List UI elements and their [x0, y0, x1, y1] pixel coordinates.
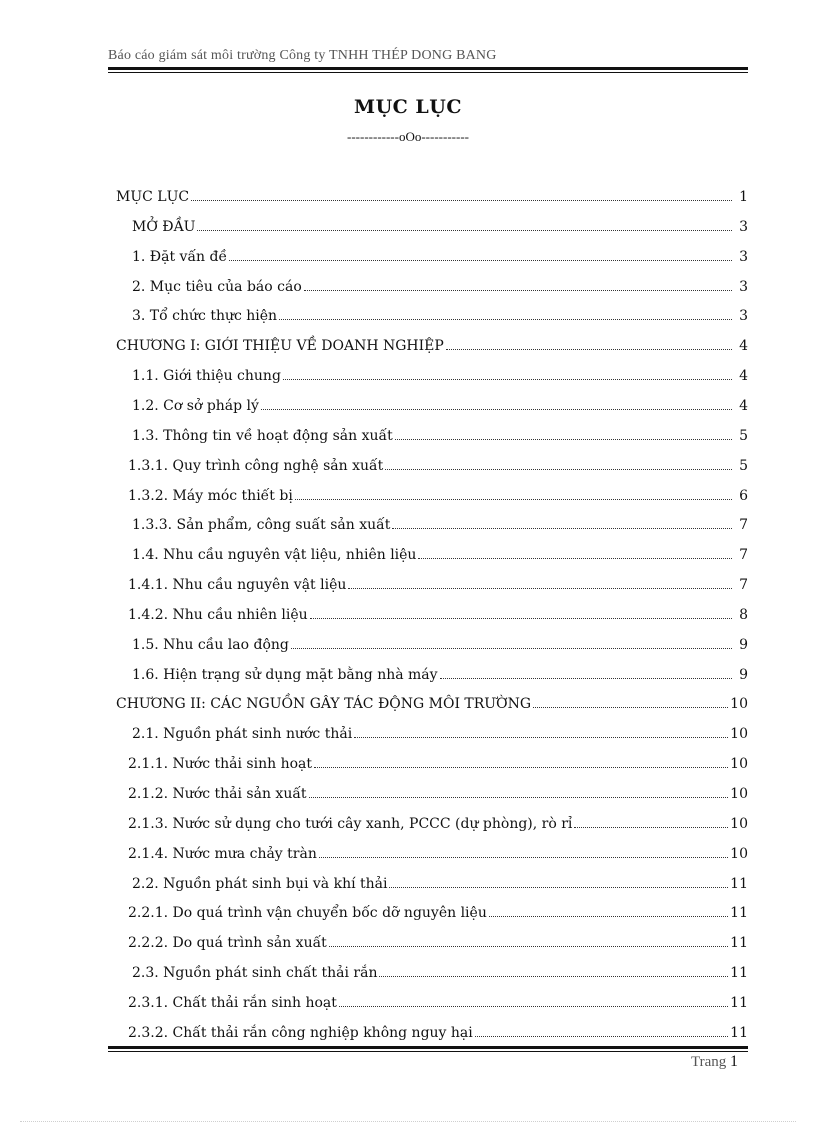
- toc-entry[interactable]: [132, 271, 748, 295]
- toc-entry-label: 1.4.2. Nhu cầu nhiên liệu: [128, 607, 308, 623]
- toc-dot-leader: [279, 318, 732, 320]
- toc-entry-page: 8: [739, 607, 748, 623]
- toc-entry[interactable]: [128, 927, 748, 951]
- toc-entry-page: 7: [739, 577, 748, 593]
- toc-entry-label: 2.2.2. Do quá trình sản xuất: [128, 935, 327, 951]
- toc-dot-leader: [339, 1005, 728, 1007]
- toc-entry-label: CHƯƠNG II: CÁC NGUỒN GÂY TÁC ĐỘNG MÔI TRƯỜNG: [116, 696, 532, 712]
- toc-entry-page: 9: [739, 667, 748, 683]
- toc-entry-label: 2.3.2. Chất thải rắn công nghiệp không nguy hại: [128, 1025, 473, 1041]
- toc-entry-label: 1. Đặt vấn đề: [132, 249, 228, 265]
- header-rule-thin: [108, 72, 748, 73]
- toc-entry-page: 11: [730, 1025, 748, 1041]
- toc-dot-leader: [392, 527, 732, 529]
- toc-dot-leader: [440, 677, 732, 679]
- toc-entry-page: 9: [739, 637, 748, 653]
- toc-entry[interactable]: [132, 211, 748, 235]
- toc-entry-label: 1.3. Thông tin về hoạt động sản xuất: [132, 428, 393, 444]
- toc-entry-label: 1.3.2. Máy móc thiết bị: [128, 488, 293, 504]
- toc-entry[interactable]: [116, 181, 748, 205]
- toc-entry-page: 10: [730, 846, 748, 862]
- toc-dot-leader: [229, 259, 732, 261]
- toc-entry-page: 1: [739, 189, 748, 205]
- toc-entry-page: 11: [730, 965, 748, 981]
- toc-entry[interactable]: [116, 330, 748, 354]
- toc-entry-page: 4: [739, 398, 748, 414]
- toc-dot-leader: [304, 289, 732, 291]
- toc-entry-page: 7: [739, 547, 748, 563]
- toc-dot-leader: [395, 438, 732, 440]
- toc-entry[interactable]: [132, 659, 748, 683]
- toc-entry-page: 5: [739, 428, 748, 444]
- toc-entry[interactable]: [128, 599, 748, 623]
- toc-dot-leader: [310, 617, 732, 619]
- toc-entry[interactable]: [116, 688, 748, 712]
- toc-entry-label: 1.4.1. Nhu cầu nguyên vật liệu: [128, 577, 347, 593]
- toc-entry[interactable]: [132, 241, 748, 265]
- toc-entry-label: 2.3. Nguồn phát sinh chất thải rắn: [132, 965, 378, 981]
- toc-entry-page: 10: [730, 726, 748, 742]
- toc-entry-page: 3: [739, 279, 748, 295]
- toc-dot-leader: [295, 498, 732, 500]
- toc-entry[interactable]: [128, 838, 748, 862]
- toc-entry-page: 4: [739, 368, 748, 384]
- toc-entry[interactable]: [132, 957, 748, 981]
- toc-dot-leader: [389, 886, 728, 888]
- toc-entry-page: 5: [739, 458, 748, 474]
- toc-dot-leader: [314, 766, 728, 768]
- toc-entry-page: 11: [730, 876, 748, 892]
- toc-entry[interactable]: [132, 539, 748, 563]
- toc-entry[interactable]: [132, 360, 748, 384]
- toc-entry-page: 3: [739, 249, 748, 265]
- toc-entry-page: 4: [739, 338, 748, 354]
- toc-entry-label: 2. Mục tiêu của báo cáo: [132, 279, 302, 295]
- page-title: MỤC LỤC: [354, 96, 462, 118]
- toc-entry-page: 3: [739, 308, 748, 324]
- header-rule-thick: [108, 67, 748, 70]
- toc-entry[interactable]: [132, 868, 748, 892]
- toc-entry[interactable]: [132, 390, 748, 414]
- toc-entry-page: 7: [739, 517, 748, 533]
- toc-entry[interactable]: [132, 420, 748, 444]
- toc-dot-leader: [291, 647, 732, 649]
- toc-entry-label: 1.3.3. Sản phẩm, công suất sản xuất: [132, 517, 391, 533]
- toc-entry-page: 11: [730, 905, 748, 921]
- toc-entry-label: MỞ ĐẦU: [132, 219, 196, 235]
- toc-entry-label: 1.1. Giới thiệu chung: [132, 368, 281, 384]
- toc-entry-label: 2.2. Nguồn phát sinh bụi và khí thải: [132, 876, 388, 892]
- toc-entry-label: 2.1.4. Nước mưa chảy tràn: [128, 846, 317, 862]
- toc-dot-leader: [475, 1035, 728, 1037]
- toc-entry[interactable]: [128, 1017, 748, 1041]
- toc-entry-label: 1.3.1. Quy trình công nghệ sản xuất: [128, 458, 384, 474]
- toc-entry-page: 10: [730, 696, 748, 712]
- toc-entry[interactable]: [132, 718, 748, 742]
- toc-entry-label: CHƯƠNG I: GIỚI THIỆU VỀ DOANH NGHIỆP: [116, 338, 444, 354]
- toc-entry[interactable]: [132, 629, 748, 653]
- toc-dot-leader: [319, 856, 728, 858]
- toc-dot-leader: [385, 468, 732, 470]
- toc-entry[interactable]: [128, 748, 748, 772]
- toc-dot-leader: [197, 229, 732, 231]
- toc-entry-label: 1.6. Hiện trạng sử dụng mặt bằng nhà máy: [132, 667, 438, 683]
- toc-dot-leader: [574, 826, 728, 828]
- toc-entry-label: MỤC LỤC: [116, 189, 190, 205]
- toc-dot-leader: [329, 945, 728, 947]
- toc-entry[interactable]: [128, 778, 748, 802]
- toc-entry-label: 3. Tổ chức thực hiện: [132, 308, 278, 324]
- toc-entry-page: 3: [739, 219, 748, 235]
- toc-dot-leader: [191, 199, 732, 201]
- toc-entry-page: 10: [730, 786, 748, 802]
- page-footer: [600, 1053, 738, 1071]
- toc-entry-label: 1.2. Cơ sở pháp lý: [132, 398, 259, 414]
- toc-entry-label: 1.4. Nhu cầu nguyên vật liệu, nhiên liệu: [132, 547, 417, 563]
- toc-entry[interactable]: [132, 300, 748, 324]
- toc-entry-page: 11: [730, 935, 748, 951]
- toc-entry[interactable]: [128, 987, 748, 1011]
- footer-label: Trang: [690, 1054, 727, 1070]
- toc-entry-label: 2.3.1. Chất thải rắn sinh hoạt: [128, 995, 337, 1011]
- toc-dot-leader: [283, 378, 732, 380]
- footer-page-number: 1: [730, 1053, 738, 1070]
- page-header: Báo cáo giám sát môi trường Công ty TNHH THÉP DONG BANG: [108, 48, 497, 63]
- toc-entry[interactable]: [128, 808, 748, 832]
- footer-rule-thin: [108, 1051, 748, 1052]
- toc-entry[interactable]: [128, 897, 748, 921]
- toc-entry-page: 10: [730, 756, 748, 772]
- toc-entry-page: 11: [730, 995, 748, 1011]
- toc-entry[interactable]: [128, 450, 748, 474]
- toc-entry[interactable]: [132, 509, 748, 533]
- footer-rule-thick: [108, 1046, 748, 1049]
- toc-entry-label: 2.1.3. Nước sử dụng cho tưới cây xanh, PCCC (dự phòng), rò rỉ: [128, 816, 573, 832]
- toc-dot-leader: [379, 975, 728, 977]
- toc-entry-page: 10: [730, 816, 748, 832]
- toc-entry-label: 2.2.1. Do quá trình vận chuyển bốc dỡ nguyên liệu: [128, 905, 487, 921]
- toc-entry-label: 1.5. Nhu cầu lao động: [132, 637, 289, 653]
- toc-entry[interactable]: [128, 480, 748, 504]
- bottom-edge-dots: [20, 1121, 796, 1122]
- toc-dot-leader: [533, 706, 728, 708]
- toc-dot-leader: [261, 408, 732, 410]
- toc-dot-leader: [418, 557, 732, 559]
- toc-dot-leader: [489, 915, 728, 917]
- toc-entry-label: 2.1.2. Nước thải sản xuất: [128, 786, 307, 802]
- toc-entry-label: 2.1.1. Nước thải sinh hoạt: [128, 756, 312, 772]
- toc-dot-leader: [309, 796, 729, 798]
- toc-entry-label: 2.1. Nguồn phát sinh nước thải: [132, 726, 353, 742]
- toc-dot-leader: [348, 587, 732, 589]
- toc-entry-page: 6: [739, 488, 748, 504]
- toc-dot-leader: [354, 736, 728, 738]
- toc-entry[interactable]: [128, 569, 748, 593]
- toc-dot-leader: [446, 348, 732, 350]
- title-ornament: ------------oOo-----------: [347, 129, 469, 144]
